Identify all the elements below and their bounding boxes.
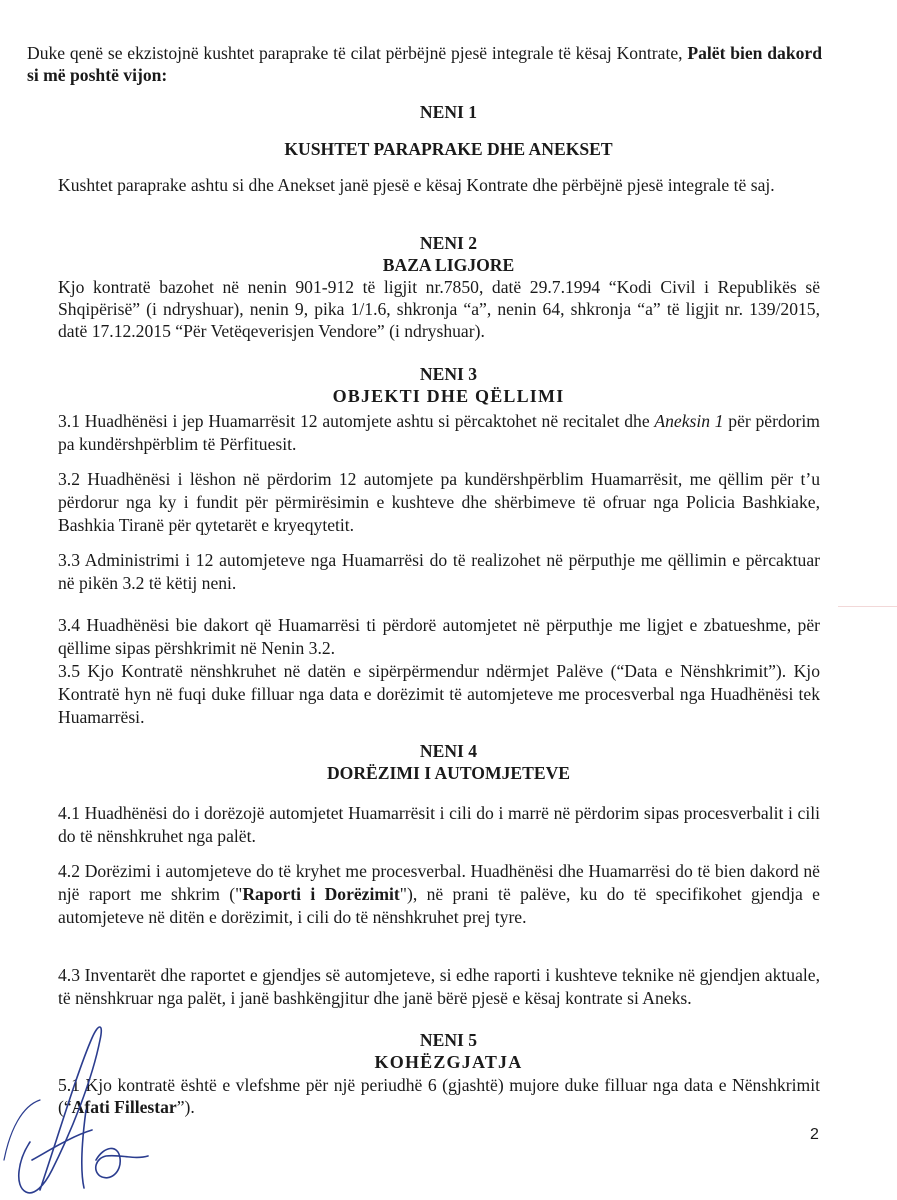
neni2-paragraph: Kjo kontratë bazohet në nenin 901-912 të ligjit nr.7850, datë 29.7.1994 “Kodi Civil i Republikës së Shqipërisë” (i ndryshuar), nenin 9, pika 1/1.6, shkronja “a”, nenin 64, shkronja “a” të ligjit nr. 139/2015, datë 17.12.2015 “Për Vetëqeverisjen Vendore” (i ndryshuar). bbox=[58, 277, 820, 341]
neni4-title: DORËZIMI I AUTOMJETEVE bbox=[326, 763, 571, 783]
neni5-title: KOHËZGJATJA bbox=[374, 1052, 523, 1072]
neni4-paragraph-3: 4.3 Inventarët dhe raportet e gjendjes së automjeteve, si edhe raporti i kushteve teknike në gjendjen aktuale, të nënshkruar nga palët, i janë bashkëngjitur dhe janë bërë pjesë e kësaj kontrate si Aneks. bbox=[58, 965, 820, 1008]
intro-text: Duke qenë se ekzistojnë kushtet paraprake të cilat përbëjnë pjesë integrale të kësaj Kontrate, bbox=[27, 43, 688, 63]
neni4-number: NENI 4 bbox=[419, 741, 478, 761]
annex-reference: Aneksin 1 bbox=[654, 411, 724, 431]
neni3-title: OBJEKTI DHE QËLLIMI bbox=[332, 386, 565, 406]
neni3-paragraph-4: 3.4 Huadhënësi bie dakort që Huamarrësi ti përdorë automjetet në përputhje me ligjet e zbatueshme, për qëllime sipas përshkrimit në Nenin 3.2. bbox=[58, 615, 820, 658]
page-number: 2 bbox=[810, 1126, 819, 1143]
neni5-number: NENI 5 bbox=[419, 1030, 478, 1050]
neni4-paragraph-1: 4.1 Huadhënësi do i dorëzojë automjetet Huamarrësit i cili do i marrë në përdorim sipas procesverbalit i cili do të nënshkruhet nga palët. bbox=[58, 803, 820, 846]
initial-term: Afati Fillestar bbox=[71, 1097, 177, 1117]
intro-bold-text: Palët bien dakord si më poshtë vijon: bbox=[27, 43, 822, 85]
neni2-number: NENI 2 bbox=[419, 233, 478, 253]
intro-paragraph bbox=[27, 42, 822, 86]
neni3-paragraph-2: 3.2 Huadhënësi i lëshon në përdorim 12 automjete pa kundërshpërblim Huamarrësit, me qëllim për t’u përdorur nga ky i fundit për përmirësimin e kushteve dhe shërbimeve të ofruar nga Policia Bashkiake, Bashkia Tiranë për qytetarët e kryeqytetit. bbox=[58, 469, 820, 535]
report-term: Raporti i Dorëzimit bbox=[242, 884, 400, 904]
neni3-paragraph-3: 3.3 Administrimi i 12 automjeteve nga Huamarrësi do të realizohet në përputhje me qëllimin e përcaktuar në pikën 3.2 të këtij neni. bbox=[58, 550, 820, 593]
neni5-paragraph-1: 5.1 Kjo kontratë është e vlefshme për një periudhë 6 (gjashtë) mujore duke filluar nga data e Nënshkrimit (“Afati Fillestar”). bbox=[58, 1075, 820, 1117]
neni2-title: BAZA LIGJORE bbox=[382, 255, 515, 275]
neni3-number: NENI 3 bbox=[419, 364, 478, 384]
neni3-paragraph-5: 3.5 Kjo Kontratë nënshkruhet në datën e sipërpërmendur ndërmjet Palëve (“Data e Nënshkrimit”). Kjo Kontratë hyn në fuqi duke filluar nga data e dorëzimit të automjeteve me procesverbal nga Huadhënësi tek Huamarrësi. bbox=[58, 661, 820, 727]
neni1-title: KUSHTET PARAPRAKE DHE ANEKSET bbox=[284, 139, 613, 159]
neni3-paragraph-1: 3.1 Huadhënësi i jep Huamarrësit 12 automjete ashtu si përcaktohet në recitalet dhe Aneksin 1 për përdorim pa kundërshpërblim të Përfituesit. bbox=[58, 411, 820, 454]
neni4-paragraph-2: 4.2 Dorëzimi i automjeteve do të kryhet me procesverbal. Huadhënësi dhe Huamarrësi do të bien dakord në një raport me shkrim ("Raporti i Dorëzimit"), në prani të palëve, ku do të specifikohet gjendja e automjeteve në ditën e dorëzimit, i cili do të nënshkruhet prej tyre. bbox=[58, 861, 820, 927]
neni1-paragraph: Kushtet paraprake ashtu si dhe Anekset janë pjesë e kësaj Kontrate dhe përbëjnë pjesë integrale të saj. bbox=[58, 175, 775, 195]
margin-mark bbox=[838, 606, 897, 607]
neni1-number: NENI 1 bbox=[419, 102, 478, 122]
